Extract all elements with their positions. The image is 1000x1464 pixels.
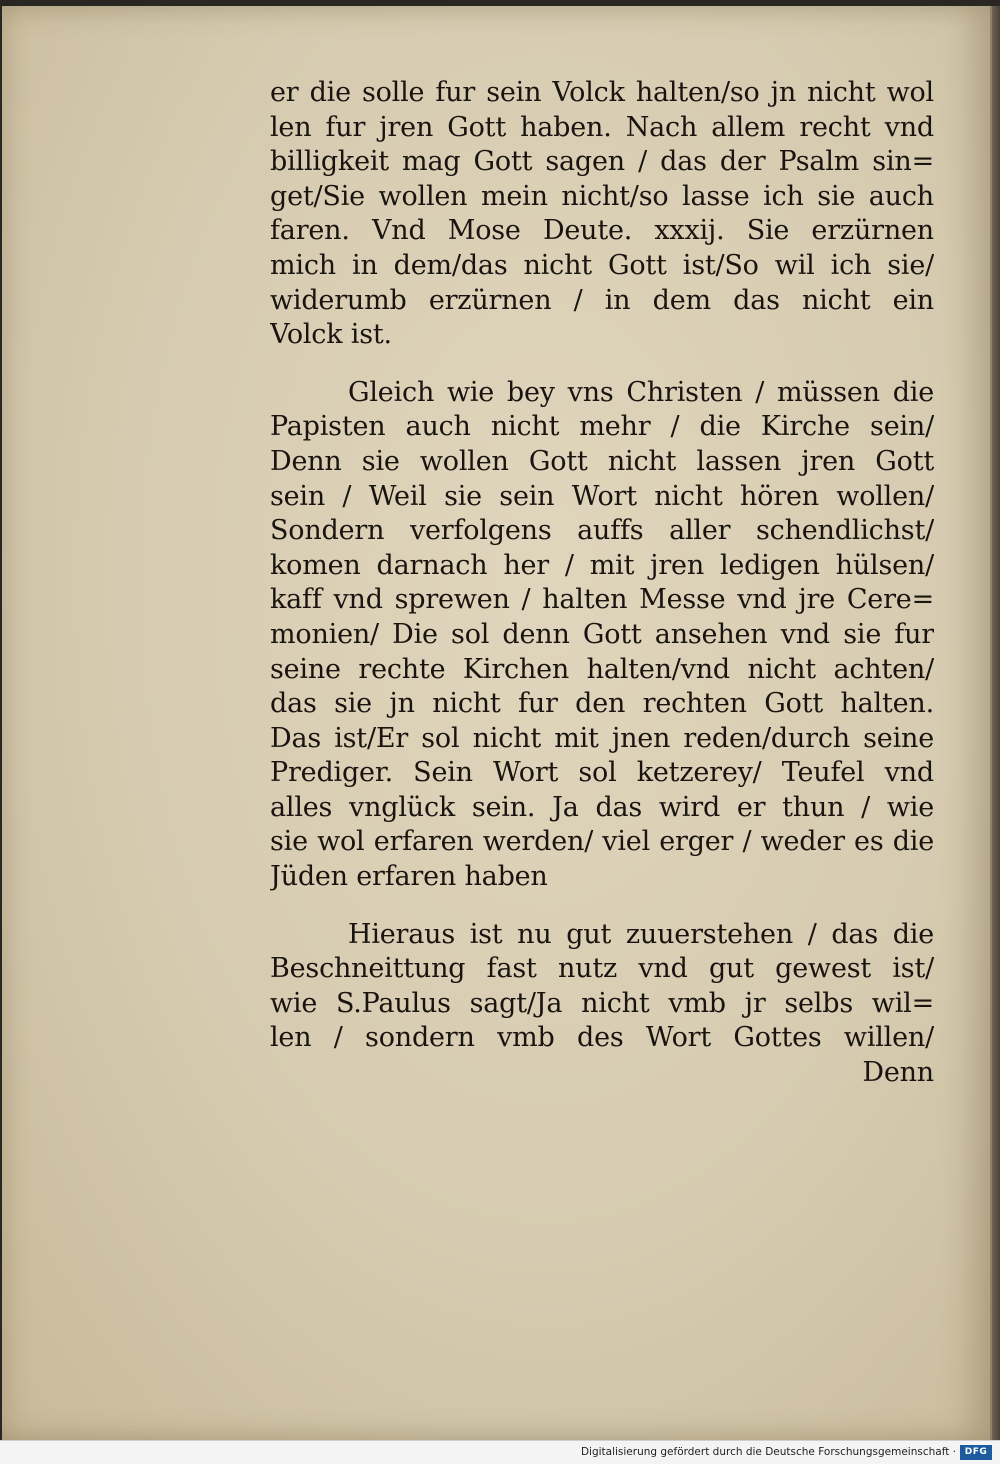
text-line: get/Sie wollen mein nicht/so lasse ich sie auch (270, 180, 934, 212)
text-line: sie wol erfaren werden/ viel erger / weder es die (270, 826, 934, 858)
catchword: Denn (862, 1057, 934, 1089)
text-line: Denn sie wollen Gott nicht lassen jren Gott (270, 445, 934, 477)
text-line: monien/ Die sol denn Gott ansehen vnd sie fur (270, 618, 934, 650)
text-line: mich in dem/das nicht Gott ist/So wil ich sie/ (270, 249, 934, 281)
text-line: Das ist/Er sol nicht mit jnen reden/durch seine (270, 722, 934, 754)
text-line: len / sondern vmb des Wort Gottes willen/ (270, 1022, 934, 1054)
text-block (270, 76, 934, 1091)
text-line: Sondern verfolgens auffs aller schendlichst/ (270, 515, 934, 547)
text-line: Volck ist. (270, 319, 392, 351)
text-line: widerumb erzürnen / in dem das nicht ein (270, 284, 934, 316)
funding-credit: Digitalisierung gefördert durch die Deutsche Forschungsgemeinschaft · (580, 1446, 956, 1458)
text-line: das sie jn nicht fur den rechten Gott halten. (270, 688, 934, 720)
text-line: kaff vnd sprewen / halten Messe vnd jre Cere= (270, 584, 934, 616)
paragraph-1 (270, 76, 934, 353)
text-line: seine rechte Kirchen halten/vnd nicht achten/ (270, 653, 934, 685)
text-line: komen darnach her / mit jren ledigen hülsen/ (270, 549, 934, 581)
text-line: wie S.Paulus sagt/Ja nicht vmb jr selbs wil= (270, 987, 934, 1019)
text-line: Beschneittung fast nutz vnd gut gewest ist/ (270, 953, 934, 985)
text-line: len fur jren Gott haben. Nach allem recht vnd (270, 111, 934, 143)
paragraph-3 (270, 918, 934, 1091)
text-line: Gleich wie bey vns Christen / müssen die (348, 376, 934, 408)
text-line: Papisten auch nicht mehr / die Kirche sein/ (270, 411, 934, 443)
text-line: sein / Weil sie sein Wort nicht hören wollen/ (270, 480, 934, 512)
text-line: er die solle fur sein Volck halten/so jn nicht wol (270, 77, 934, 108)
text-line: Hieraus ist nu gut zuuerstehen / das die (348, 918, 934, 950)
text-line: Prediger. Sein Wort sol ketzerey/ Teufel vnd (270, 757, 934, 789)
text-line: billigkeit mag Gott sagen / das der Psalm sin= (270, 146, 934, 178)
text-line: alles vnglück sein. Ja das wird er thun / wie (270, 791, 934, 823)
text-line: Jüden erfaren haben (270, 861, 548, 893)
dfg-logo-icon: DFG (960, 1445, 992, 1460)
paragraph-2 (270, 376, 934, 895)
text-line: faren. Vnd Mose Deute. xxxij. Sie erzürnen (270, 215, 934, 247)
footer-bar (0, 1440, 1000, 1464)
